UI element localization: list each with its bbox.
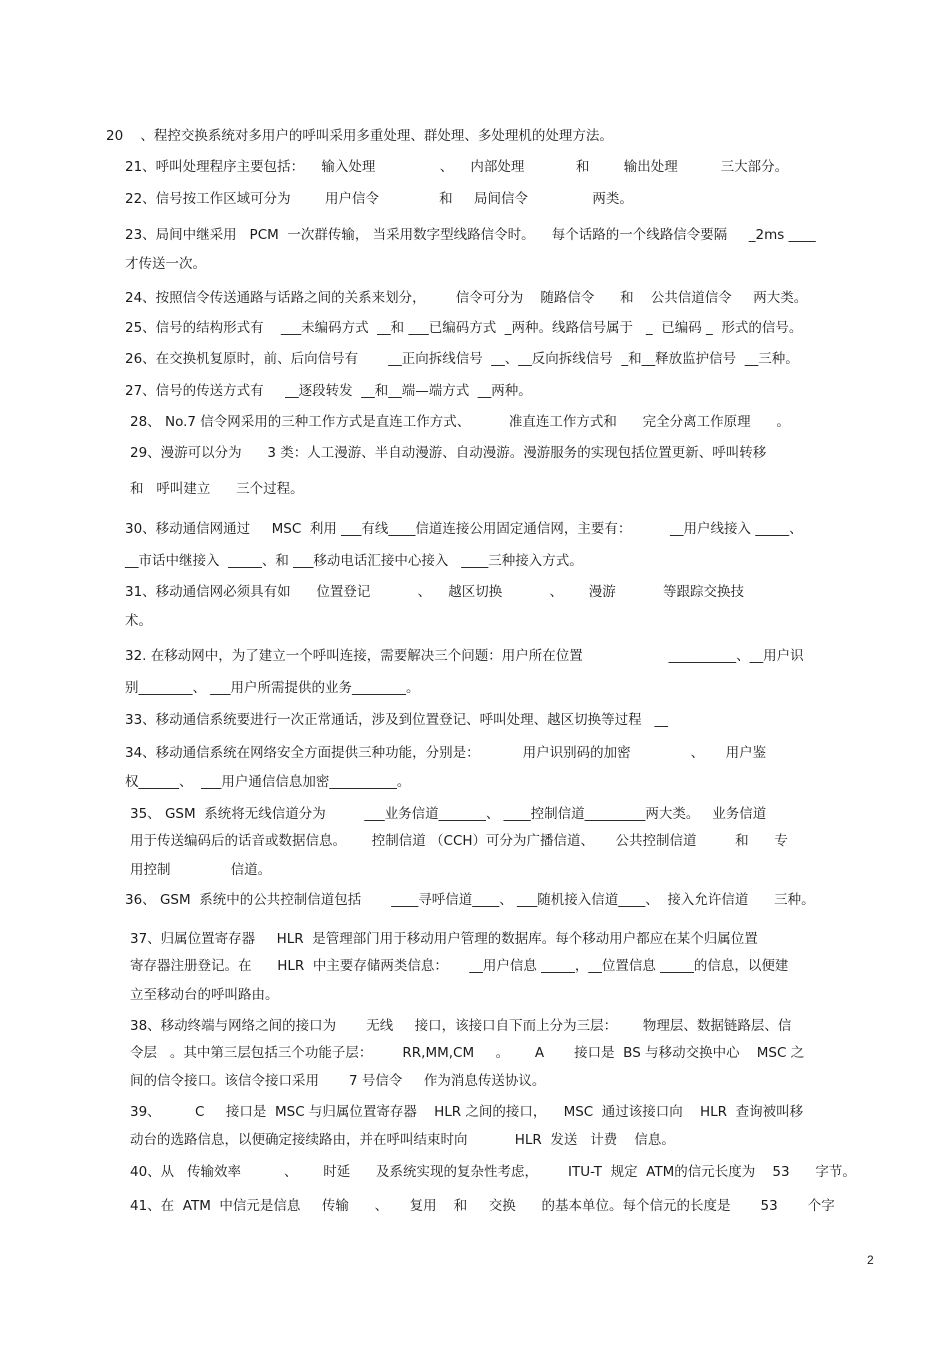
text-line-34: 34、移动通信系统在网络安全方面提供三种功能，分别是： 用户识别码的加密 、 用户鉴 xyxy=(125,745,767,761)
text-line-38-cont1: 令层 。其中第三层包括三个功能子层： RR,MM,CM 。 A 接口是 BS 与移动交换中心 MSC 之 xyxy=(130,1045,805,1061)
text-line-29: 29、漫游可以分为 3 类：人工漫游、半自动漫游、自动漫游。漫游服务的实现包括位置更新、呼叫转移 xyxy=(130,445,767,461)
text-line-38-cont2: 间的信令接口。该信令接口采用 7 号信令 作为消息传送协议。 xyxy=(130,1073,546,1089)
text-line-40: 40、从 传输效率 、 时延 及系统实现的复杂性考虑， ITU-T 规定 ATM的信元长度为 53 字节。 xyxy=(130,1164,856,1180)
text-line-24: 24、按照信令传送通路与话路之间的关系来划分， 信令可分为 随路信令 和 公共信道信令 两大类。 xyxy=(125,290,808,306)
text-line-37: 37、归属位置寄存器 HLR 是管理部门用于移动用户管理的数据库。每个移动用户都应在某个归属位置 xyxy=(130,931,758,947)
text-line-35: 35、 GSM 系统将无线信道分为 ___业务信道_______、 ____控制信道_________两大类。 业务信道 xyxy=(130,806,767,822)
text-line-20: 20 、程控交换系统对多用户的呼叫采用多重处理、群处理、多处理机的处理方法。 xyxy=(106,128,613,144)
text-line-30-cont: __市话中继接入 _____、和 ___移动电话汇接中心接入 ____三种接入方式。 xyxy=(125,553,583,569)
text-line-27: 27、信号的传送方式有 __逐段转发 __和__端—端方式 __两种。 xyxy=(125,383,532,399)
text-line-39-cont: 动台的选路信息，以便确定接续路由，并在呼叫结束时向 HLR 发送 计费 信息。 xyxy=(130,1132,675,1148)
text-line-39: 39、 C 接口是 MSC 与归属位置寄存器 HLR 之间的接口， MSC 通过该接口向 HLR 查询被叫移 xyxy=(130,1104,804,1120)
text-line-28: 28、 No.7 信令网采用的三种工作方式是直连工作方式、 准直连工作方式和 完全分离工作原理 。 xyxy=(130,414,790,430)
text-line-35-cont2: 用控制 信道。 xyxy=(130,862,272,878)
text-line-31-cont: 术。 xyxy=(125,613,152,629)
text-line-32-cont: 别________、 ___用户所需提供的业务________。 xyxy=(125,680,420,696)
text-line-25: 25、信号的结构形式有 ___未编码方式 __和 ___已编码方式 _两种。线路信号属于 _ 已编码 _ 形式的信号。 xyxy=(125,320,803,336)
page-number: 2 xyxy=(867,1253,874,1267)
text-line-37-cont2: 立至移动台的呼叫路由。 xyxy=(130,987,279,1003)
text-line-36: 36、 GSM 系统中的公共控制信道包括 ____寻呼信道____、 ___随机接入信道____、 接入允许信道 三种。 xyxy=(125,892,815,908)
text-line-21: 21、呼叫处理程序主要包括： 输入处理 、 内部处理 和 输出处理 三大部分。 xyxy=(125,159,789,175)
text-line-29-cont: 和 呼叫建立 三个过程。 xyxy=(130,481,304,497)
text-line-23-cont: 才传送一次。 xyxy=(125,256,206,272)
text-line-35-cont1: 用于传送编码后的话音或数据信息。 控制信道 （CCH）可分为广播信道、 公共控制信道 和 专 xyxy=(130,833,788,849)
text-line-23: 23、局间中继采用 PCM 一次群传输， 当采用数字型线路信令时。 每个话路的一个线路信令要隔 _2ms ____ xyxy=(125,227,816,243)
text-line-32: 32. 在移动网中，为了建立一个呼叫连接，需要解决三个问题：用户所在位置 __________、__用户识 xyxy=(125,648,804,664)
text-line-38: 38、移动终端与网络之间的接口为 无线 接口，该接口自下而上分为三层： 物理层、数据链路层、信 xyxy=(130,1018,792,1034)
text-line-30: 30、移动通信网通过 MSC 利用 ___有线____信道连接公用固定通信网，主要有： __用户线接入 _____、 xyxy=(125,521,803,537)
text-line-33: 33、移动通信系统要进行一次正常通话，涉及到位置登记、呼叫处理、越区切换等过程 __ xyxy=(125,712,669,728)
text-line-26: 26、在交换机复原时，前、后向信号有 __正向拆线信号 __、__反向拆线信号 _和__释放监护信号 __三种。 xyxy=(125,351,799,367)
text-line-37-cont1: 寄存器注册登记。在 HLR 中主要存储两类信息： __用户信息 _____，__位置信息 _____的信息，以便建 xyxy=(130,958,789,974)
text-line-22: 22、信号按工作区域可分为 用户信令 和 局间信令 两类。 xyxy=(125,191,633,207)
text-line-41: 41、在 ATM 中信元是信息 传输 、 复用 和 交换 的基本单位。每个信元的长度是 53 个字 xyxy=(130,1198,835,1214)
text-line-34-cont: 权______、 ___用户通信信息加密__________。 xyxy=(125,774,411,790)
text-line-31: 31、移动通信网必须具有如 位置登记 、 越区切换 、 漫游 等跟踪交换技 xyxy=(125,584,744,600)
